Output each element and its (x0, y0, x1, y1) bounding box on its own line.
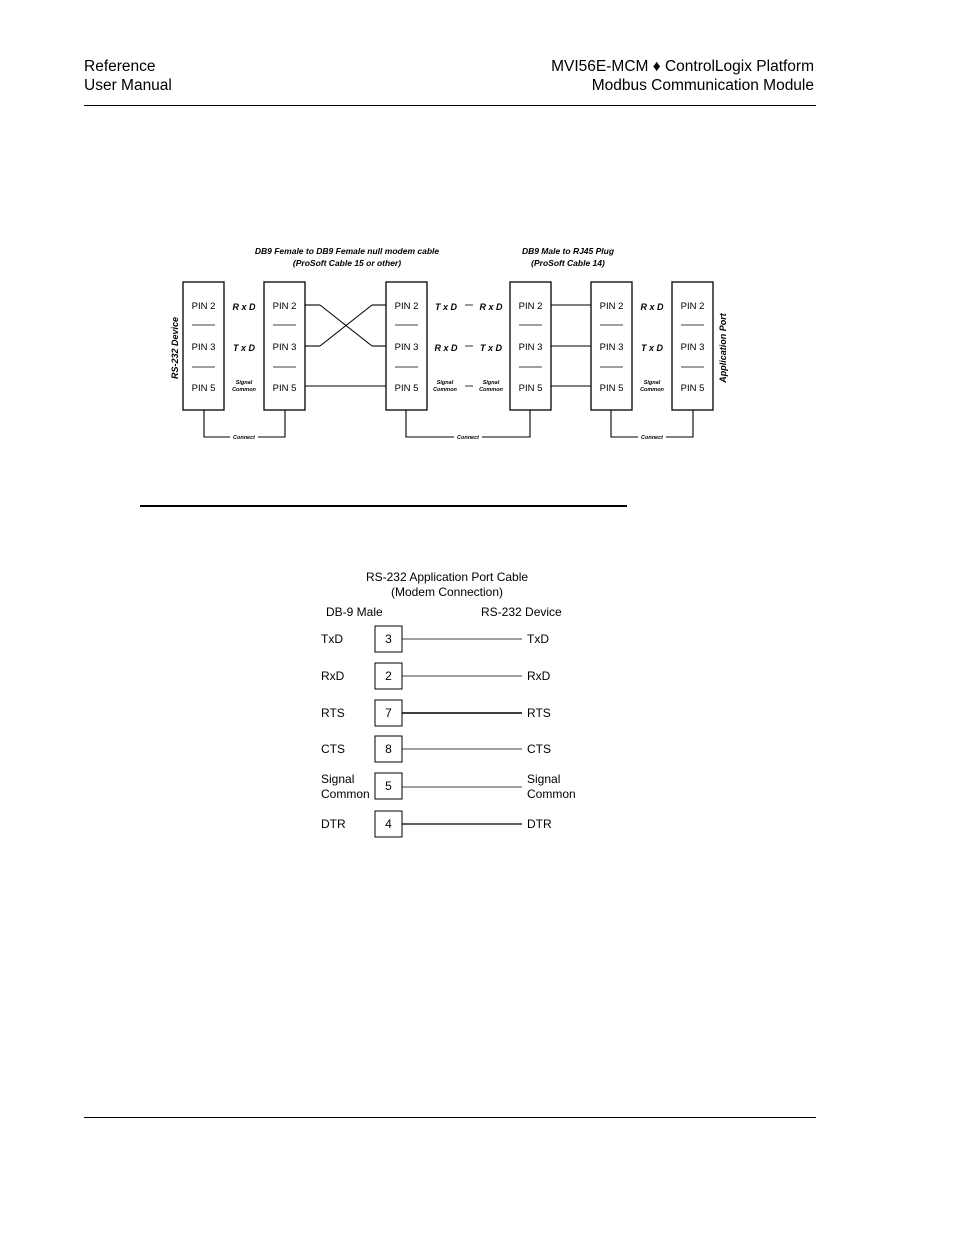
right-signal-common-line1: Signal (527, 772, 561, 786)
modem-cable-subtitle: (Modem Connection) (390, 585, 504, 599)
header-section-title: Reference (84, 58, 156, 75)
box5-pin3-label: PIN 3 (599, 342, 624, 353)
gap1-signal-label: Signal (235, 380, 253, 386)
gap1-common-label: Common (232, 387, 256, 393)
gap3-signal-label: Signal (436, 380, 454, 386)
gap4-txd-label: T x D (479, 343, 503, 353)
box2-pin5-label: PIN 5 (272, 383, 297, 394)
gap3-txd-label: T x D (434, 302, 458, 312)
null-modem-cable-title: DB9 Female to DB9 Female null modem cable (254, 246, 440, 256)
gap3-common-label: Common (433, 387, 457, 393)
box2-pin2-label: PIN 2 (272, 301, 297, 312)
application-port-side-label: Application Port (718, 313, 728, 383)
gap1-txd-label: T x D (232, 343, 256, 353)
gap6-txd-label: T x D (640, 343, 664, 353)
box4-pin2-label: PIN 2 (518, 301, 543, 312)
connect-label-3: Connect (641, 435, 663, 441)
left-signal-rxd: RxD (321, 669, 345, 683)
box1-pin3-label: PIN 3 (191, 342, 216, 353)
box3-pin5-label: PIN 5 (394, 383, 419, 394)
modem-connection-diagram (321, 570, 576, 837)
gap4-signal-label: Signal (482, 380, 500, 386)
left-signal-cts: CTS (321, 742, 345, 756)
pin-number-2: 2 (385, 669, 392, 683)
box4-pin3-label: PIN 3 (518, 342, 543, 353)
left-signal-txd: TxD (321, 632, 343, 646)
null-modem-diagram (170, 246, 728, 441)
box1-pin5-label: PIN 5 (191, 383, 216, 394)
box6-pin3-label: PIN 3 (680, 342, 705, 353)
gap6-common-label: Common (640, 387, 664, 393)
gap6-rxd-label: R x D (640, 302, 664, 312)
connect-bracket-2 (406, 410, 530, 437)
pin-number-4: 4 (385, 817, 392, 831)
rs232-device-header: RS-232 Device (481, 605, 562, 619)
header-module-title: Modbus Communication Module (591, 77, 814, 94)
left-signal-common-line2: Common (321, 787, 370, 801)
box1-pin2-label: PIN 2 (191, 301, 216, 312)
right-signal-rxd: RxD (527, 669, 551, 683)
right-signal-common-line2: Common (527, 787, 576, 801)
box5-pin2-label: PIN 2 (599, 301, 624, 312)
rs232-device-side-label: RS-232 Device (170, 316, 180, 380)
box2-pin3-label: PIN 3 (272, 342, 297, 353)
gap1-rxd-label: R x D (232, 302, 256, 312)
right-signal-dtr: DTR (527, 817, 552, 831)
pin-number-5: 5 (385, 779, 392, 793)
null-modem-cable-subtitle: (ProSoft Cable 15 or other) (292, 258, 402, 268)
box4-pin5-label: PIN 5 (518, 383, 543, 394)
connect-label-2: Connect (457, 435, 479, 441)
left-signal-rts: RTS (321, 706, 345, 720)
db9-male-header: DB-9 Male (326, 605, 383, 619)
pin-number-3: 3 (385, 632, 392, 646)
gap6-signal-label: Signal (643, 380, 661, 386)
box6-pin2-label: PIN 2 (680, 301, 705, 312)
left-signal-common-line1: Signal (321, 772, 355, 786)
header-manual-title: User Manual (84, 77, 172, 94)
connect-bracket-1 (204, 410, 285, 437)
box6-pin5-label: PIN 5 (680, 383, 705, 394)
connect-label-1: Connect (233, 435, 255, 441)
pin-number-8: 8 (385, 742, 392, 756)
connect-bracket-3 (611, 410, 693, 437)
right-signal-rts: RTS (527, 706, 551, 720)
pin-number-7: 7 (385, 706, 392, 720)
gap4-rxd-label: R x D (479, 302, 503, 312)
header-product-title: MVI56E-MCM ♦ ControlLogix Platform (551, 58, 814, 75)
left-signal-dtr: DTR (321, 817, 346, 831)
box3-pin2-label: PIN 2 (394, 301, 419, 312)
gap4-common-label: Common (479, 387, 503, 393)
rj45-cable-title: DB9 Male to RJ45 Plug (521, 246, 615, 256)
box5-pin5-label: PIN 5 (599, 383, 624, 394)
rj45-cable-subtitle: (ProSoft Cable 14) (531, 258, 605, 268)
modem-cable-title: RS-232 Application Port Cable (365, 570, 529, 584)
box3-pin3-label: PIN 3 (394, 342, 419, 353)
gap3-rxd-label: R x D (434, 343, 458, 353)
right-signal-cts: CTS (527, 742, 551, 756)
right-signal-txd: TxD (527, 632, 549, 646)
